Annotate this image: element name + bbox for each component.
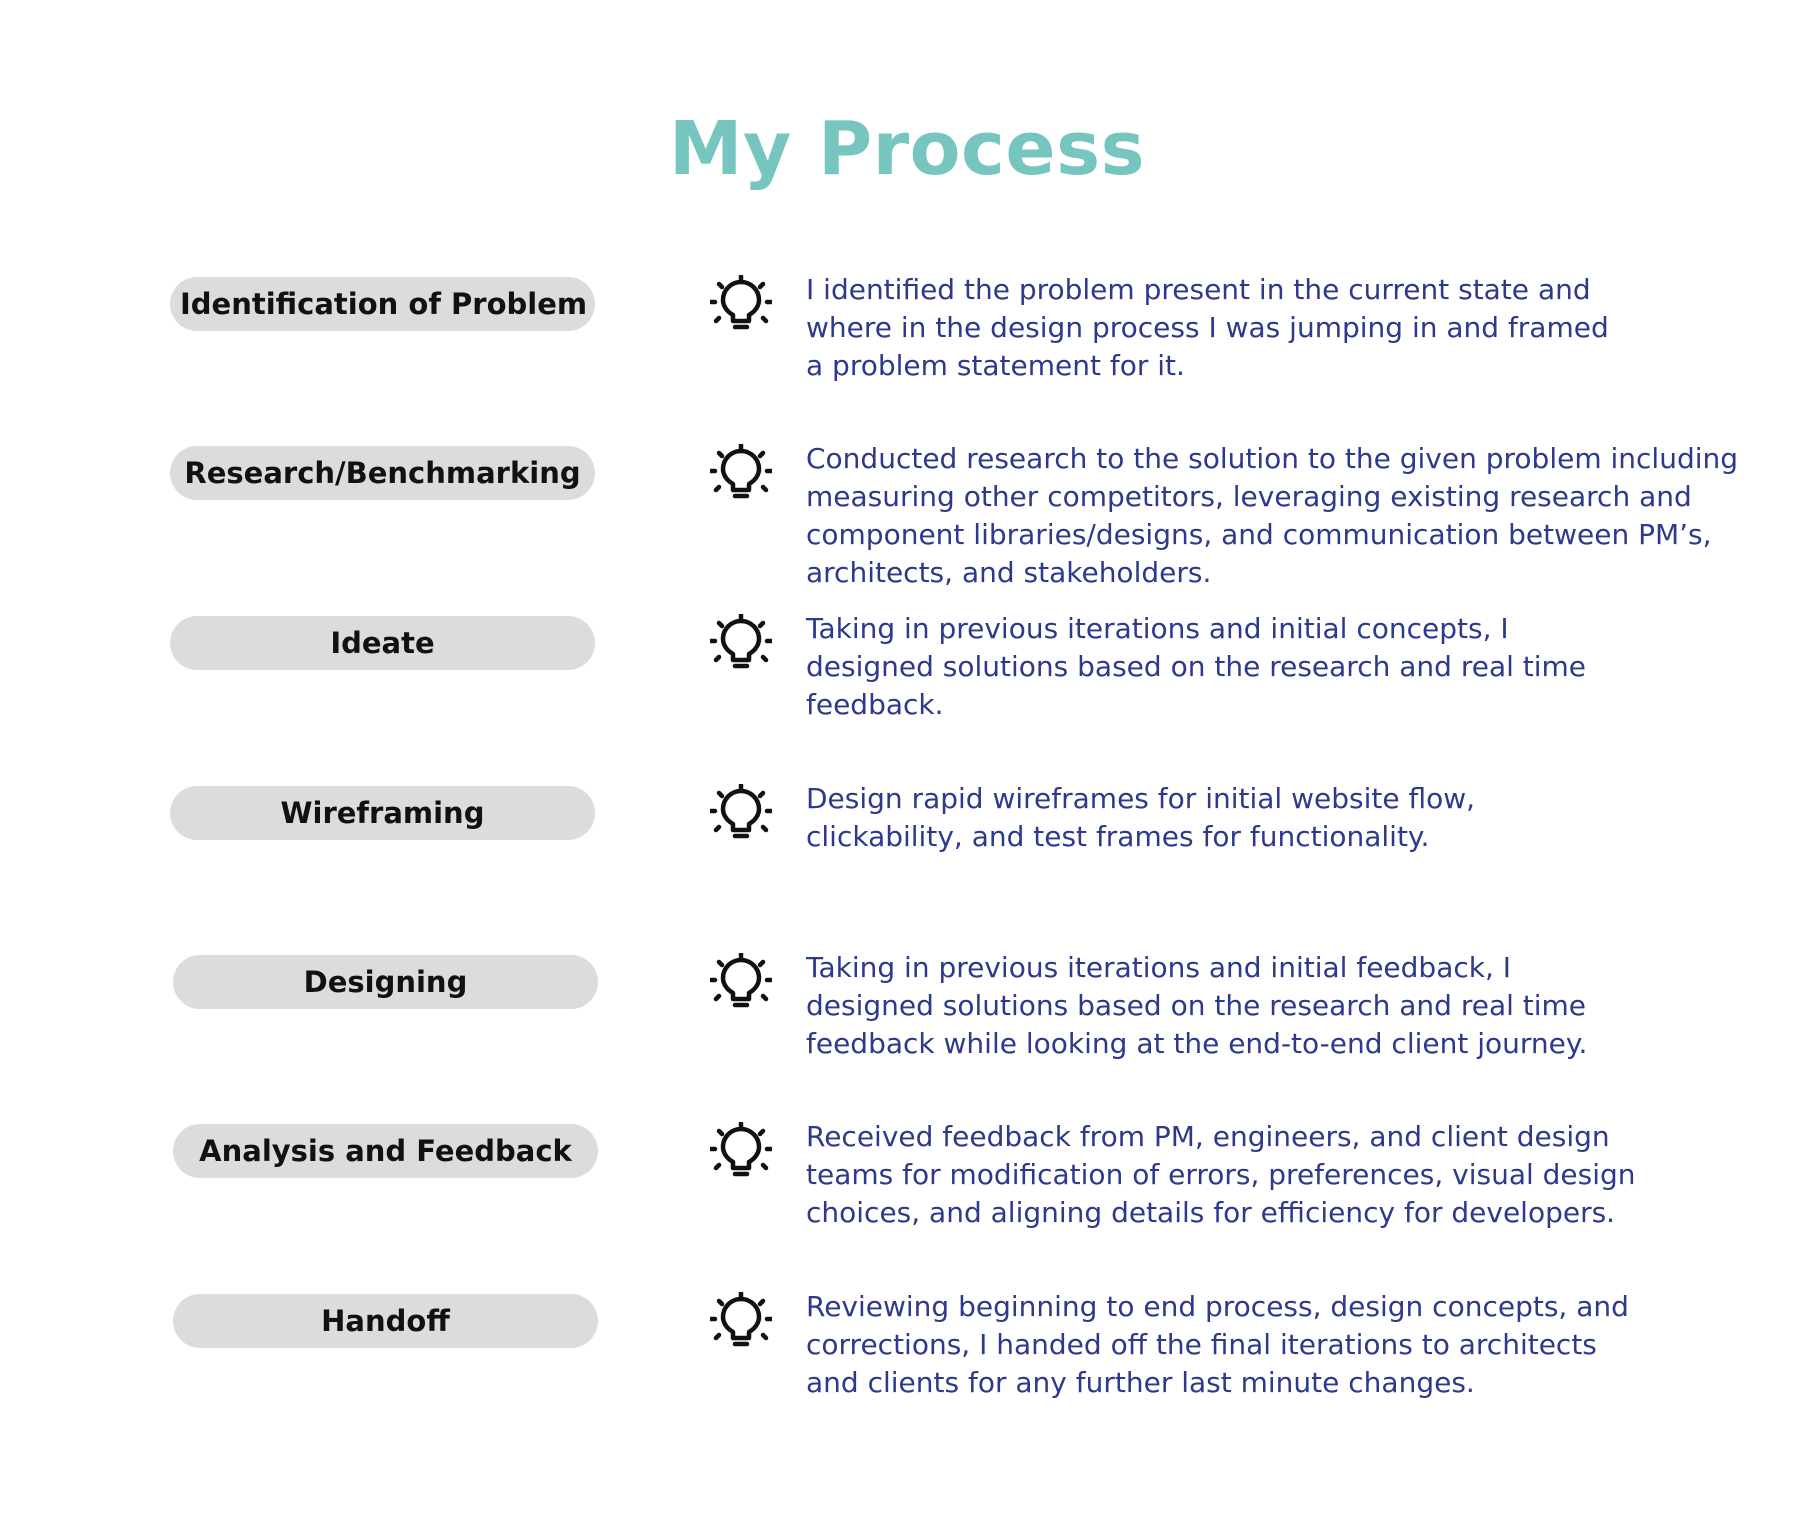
description-line: and clients for any further last minute changes.	[806, 1366, 1475, 1399]
step-description	[806, 1118, 1796, 1232]
description-line: where in the design process I was jumping in and framed	[806, 311, 1609, 344]
step-label-pill: Research/Benchmarking	[170, 446, 595, 500]
lightbulb-icon	[710, 784, 772, 846]
lightbulb-icon	[710, 614, 772, 676]
description-line: Reviewing beginning to end process, design concepts, and	[806, 1290, 1629, 1323]
page-title: My Process	[668, 106, 1146, 192]
description-line: corrections, I handed off the final iterations to architects	[806, 1328, 1597, 1361]
step-description	[806, 271, 1796, 385]
description-line: feedback while looking at the end-to-end client journey.	[806, 1027, 1588, 1060]
description-line: measuring other competitors, leveraging existing research and	[806, 480, 1692, 513]
step-label-pill: Analysis and Feedback	[173, 1124, 598, 1178]
description-line: I identified the problem present in the current state and	[806, 273, 1591, 306]
description-line: Received feedback from PM, engineers, and client design	[806, 1120, 1610, 1153]
step-description	[806, 949, 1796, 1063]
description-line: Conducted research to the solution to the given problem including	[806, 442, 1739, 475]
process-step	[0, 1120, 1814, 1284]
description-line: component libraries/designs, and communication between PM’s,	[806, 518, 1712, 551]
process-step	[0, 951, 1814, 1115]
lightbulb-icon	[710, 275, 772, 337]
step-label-pill: Identification of Problem	[170, 277, 595, 331]
description-line: choices, and aligning details for efficiency for developers.	[806, 1196, 1616, 1229]
step-label-pill: Wireframing	[170, 786, 595, 840]
process-step	[0, 782, 1814, 946]
step-description	[806, 610, 1796, 724]
description-line: architects, and stakeholders.	[806, 556, 1212, 589]
process-step	[0, 612, 1814, 776]
step-description	[806, 1288, 1796, 1402]
step-label-pill: Handoff	[173, 1294, 598, 1348]
description-line: a problem statement for it.	[806, 349, 1185, 382]
lightbulb-icon	[710, 1122, 772, 1184]
process-step	[0, 442, 1814, 606]
description-line: Taking in previous iterations and initial feedback, I	[806, 951, 1512, 984]
lightbulb-icon	[710, 1292, 772, 1354]
step-label-pill: Designing	[173, 955, 598, 1009]
description-line: designed solutions based on the research and real time	[806, 650, 1587, 683]
lightbulb-icon	[710, 953, 772, 1015]
description-line: Taking in previous iterations and initial concepts, I	[806, 612, 1509, 645]
description-line: teams for modification of errors, preferences, visual design	[806, 1158, 1636, 1191]
step-description	[806, 780, 1796, 856]
process-step	[0, 1290, 1814, 1454]
step-description	[806, 440, 1796, 592]
description-line: feedback.	[806, 688, 944, 721]
step-label-pill: Ideate	[170, 616, 595, 670]
lightbulb-icon	[710, 444, 772, 506]
description-line: Design rapid wireframes for initial website flow,	[806, 782, 1476, 815]
process-step	[0, 273, 1814, 437]
description-line: designed solutions based on the research and real time	[806, 989, 1587, 1022]
description-line: clickability, and test frames for functionality.	[806, 820, 1430, 853]
